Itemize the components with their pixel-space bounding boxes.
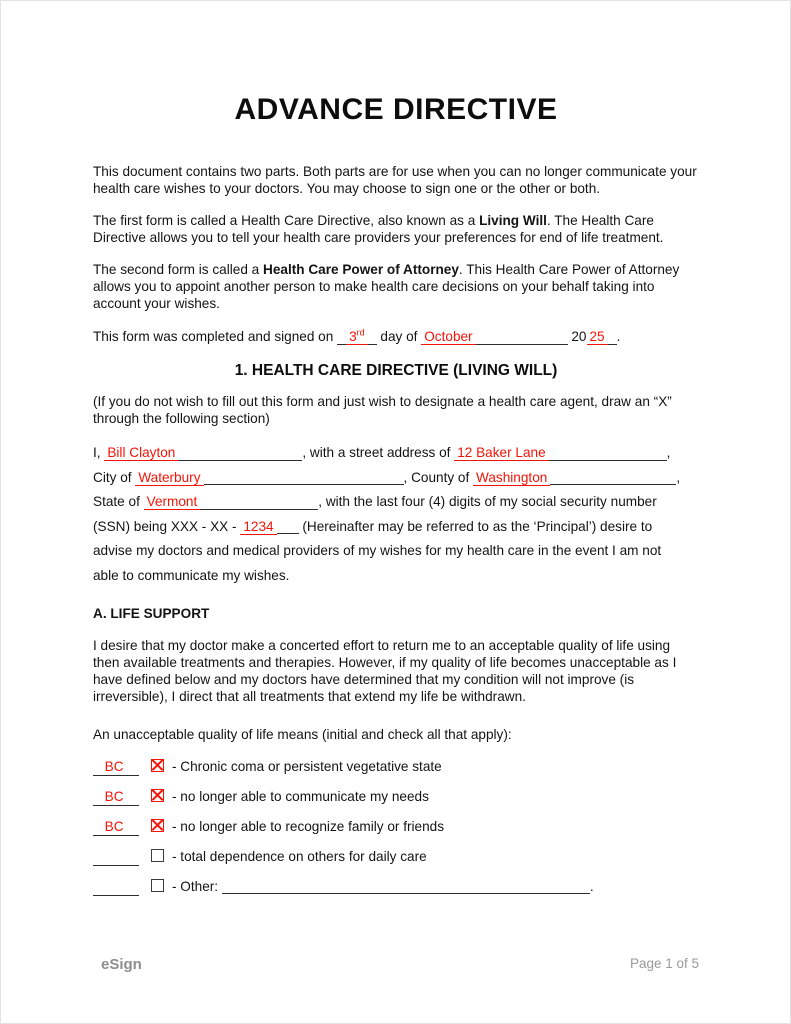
month-field[interactable]: October xyxy=(421,329,475,345)
line2-text-a: City of xyxy=(93,469,132,485)
day-ordinal: rd xyxy=(356,327,365,338)
statement-line-4 xyxy=(93,515,699,540)
intro-paragraph-2 xyxy=(93,212,699,246)
day-blank-right xyxy=(368,344,377,345)
checkbox-label: - no longer able to communicate my needs xyxy=(172,788,429,804)
day-blank-left xyxy=(337,344,346,345)
month-blank xyxy=(476,344,568,345)
signed-date-line xyxy=(93,325,699,349)
living-will-bold: Living Will xyxy=(479,213,547,228)
line4-text-a: (SSN) being XXX - XX - xyxy=(93,518,237,534)
checkbox-checked-icon[interactable] xyxy=(151,789,164,802)
signed-mid-text: day of xyxy=(380,329,418,344)
day-field[interactable] xyxy=(346,329,368,345)
line2-text-b: , County of xyxy=(403,469,470,485)
initials-field[interactable]: BC xyxy=(93,818,139,836)
intro-paragraph-3 xyxy=(93,261,699,312)
esign-logo: eSign xyxy=(101,956,142,973)
power-of-attorney-bold: Health Care Power of Attorney xyxy=(263,262,459,277)
line1-text-b: , with a street address of xyxy=(302,445,451,460)
ssn-field[interactable]: 1234 xyxy=(240,519,276,535)
street-address-field[interactable]: 12 Baker Lane xyxy=(454,445,548,461)
line2-text-c: , xyxy=(676,469,681,485)
intro-p2-text-end: . The Health Care Directive allows you to tell your health care providers your preferences for end of life treatment. xyxy=(93,213,664,245)
state-field[interactable]: Vermont xyxy=(144,494,201,510)
initials-field[interactable] xyxy=(93,848,139,866)
city-field[interactable]: Waterbury xyxy=(135,470,203,486)
quality-of-life-checklist xyxy=(93,752,699,902)
life-support-paragraph: I desire that my doctor make a concerted effort to return me to an acceptable quality of life using then available treatments and therapies. However, if my quality of life becomes unacceptable as I have defined below and my doctors have determined that my condition will not improve (is irreversible), I direct that all treatments that extend my life be withdrawn. xyxy=(93,637,677,704)
intro-p2-text: The first form is called a Health Care Directive, also known as a xyxy=(93,213,480,228)
county-blank xyxy=(550,484,676,485)
initials-field[interactable]: BC xyxy=(93,788,139,806)
document-title: ADVANCE DIRECTIVE xyxy=(234,93,558,126)
page-number: Page 1 of 5 xyxy=(629,956,699,971)
day-value: 3 xyxy=(349,329,357,344)
intro-p3-text-end: . This Health Care Power of Attorney allows you to appoint another person to make health care decisions on your behalf taking into account your wishes. xyxy=(93,262,680,311)
list-item xyxy=(93,812,699,842)
list-item xyxy=(93,752,699,782)
statement-line-2 xyxy=(93,466,699,491)
line1-text-a: I, xyxy=(93,445,101,460)
checkbox-label: - total dependence on others for daily care xyxy=(172,848,427,864)
intro-p3-text: The second form is called a xyxy=(93,262,264,277)
statement-line-3 xyxy=(93,490,699,515)
intro-paragraph-1: This document contains two parts. Both parts are for use when you can no longer communicate your health care wishes to your doctors. You may choose to sign one or the other or both. xyxy=(93,164,697,196)
other-blank-field[interactable] xyxy=(222,893,590,894)
designation-note: (If you do not wish to fill out this form and just wish to designate a health care agent, draw an “X” through the following section) xyxy=(93,394,672,426)
county-field[interactable]: Washington xyxy=(473,470,550,486)
life-support-heading: A. LIFE SUPPORT xyxy=(93,605,210,621)
checkbox-checked-icon[interactable] xyxy=(151,759,164,772)
list-item xyxy=(93,782,699,812)
principal-name-field[interactable]: Bill Clayton xyxy=(104,445,178,461)
state-blank xyxy=(200,509,318,510)
signed-lead-text: This form was completed and signed on xyxy=(93,329,334,344)
year-prefix: 20 xyxy=(571,329,587,344)
section-1-heading: 1. HEALTH CARE DIRECTIVE (LIVING WILL) xyxy=(234,362,558,379)
checkbox-unchecked-icon[interactable] xyxy=(151,879,164,892)
checkbox-label: - Chronic coma or persistent vegetative state xyxy=(172,758,442,774)
list-item xyxy=(93,842,699,872)
principal-statement xyxy=(93,441,699,589)
list-item xyxy=(93,872,699,902)
signed-tail-text: . xyxy=(616,329,621,344)
unacceptable-quality-intro: An unacceptable quality of life means (initial and check all that apply): xyxy=(93,726,512,742)
name-blank xyxy=(178,460,302,461)
statement-line-5: advise my doctors and medical providers of my wishes for my health care in the event I am not xyxy=(93,543,662,559)
address-blank xyxy=(549,460,667,461)
document-content xyxy=(1,1,790,902)
line3-text-a: State of xyxy=(93,494,140,510)
statement-line-1 xyxy=(93,441,699,466)
checkbox-label: - no longer able to recognize family or friends xyxy=(172,818,445,834)
checkbox-label: - Other: xyxy=(172,878,219,894)
ssn-blank xyxy=(277,533,299,534)
other-tail-text: . xyxy=(589,878,594,894)
initials-field[interactable] xyxy=(93,878,139,896)
checkbox-unchecked-icon[interactable] xyxy=(151,849,164,862)
statement-line-6: able to communicate my wishes. xyxy=(93,567,290,583)
year-field[interactable]: 25 xyxy=(587,329,608,345)
line1-text-c: , xyxy=(666,445,671,460)
line4-text-b: (Hereinafter may be referred to as the ‘Principal’) desire to xyxy=(302,518,653,534)
year-blank xyxy=(608,344,617,345)
line3-text-b: , with the last four (4) digits of my social security number xyxy=(318,494,657,510)
initials-field[interactable]: BC xyxy=(93,758,139,776)
checkbox-checked-icon[interactable] xyxy=(151,819,164,832)
city-blank xyxy=(204,484,404,485)
